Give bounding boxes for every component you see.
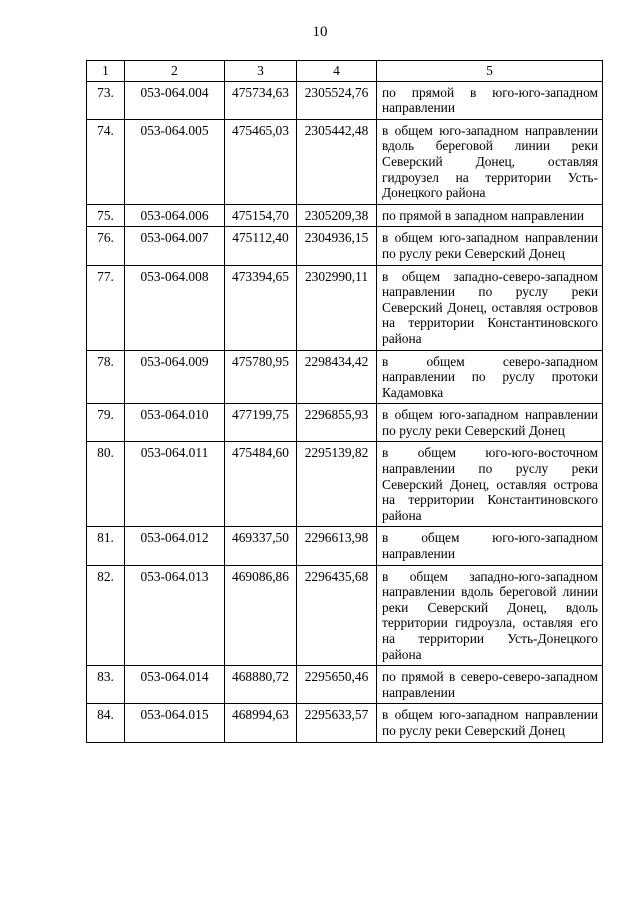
y-coordinate-cell: 2295650,46 (297, 666, 377, 704)
boundary-description-cell: в общем северо-западном направлении по руслу протоки Кадамовка (377, 350, 603, 404)
boundary-description-cell: по прямой в западном направлении (377, 204, 603, 227)
row-number-cell: 83. (87, 666, 125, 704)
table-row (87, 565, 603, 666)
point-code-cell: 053-064.004 (125, 81, 225, 119)
point-code-cell: 053-064.013 (125, 565, 225, 666)
boundary-table (86, 60, 603, 743)
table-row (87, 666, 603, 704)
x-coordinate-cell: 468880,72 (225, 666, 297, 704)
x-coordinate-cell: 475154,70 (225, 204, 297, 227)
table-row (87, 227, 603, 265)
point-code-cell: 053-064.005 (125, 119, 225, 204)
column-header-4: 4 (297, 61, 377, 82)
row-number-cell: 76. (87, 227, 125, 265)
y-coordinate-cell: 2302990,11 (297, 265, 377, 350)
x-coordinate-cell: 475734,63 (225, 81, 297, 119)
y-coordinate-cell: 2305209,38 (297, 204, 377, 227)
y-coordinate-cell: 2296855,93 (297, 404, 377, 442)
y-coordinate-cell: 2295633,57 (297, 704, 377, 742)
row-number-cell: 82. (87, 565, 125, 666)
row-number-cell: 79. (87, 404, 125, 442)
x-coordinate-cell: 473394,65 (225, 265, 297, 350)
point-code-cell: 053-064.008 (125, 265, 225, 350)
x-coordinate-cell: 475465,03 (225, 119, 297, 204)
y-coordinate-cell: 2304936,15 (297, 227, 377, 265)
point-code-cell: 053-064.009 (125, 350, 225, 404)
column-header-5: 5 (377, 61, 603, 82)
x-coordinate-cell: 475780,95 (225, 350, 297, 404)
row-number-cell: 78. (87, 350, 125, 404)
table-row (87, 204, 603, 227)
y-coordinate-cell: 2295139,82 (297, 442, 377, 527)
x-coordinate-cell: 477199,75 (225, 404, 297, 442)
y-coordinate-cell: 2296613,98 (297, 527, 377, 565)
boundary-description-cell: в общем юго-западном направлении по руслу реки Северский Донец (377, 404, 603, 442)
table-row (87, 81, 603, 119)
row-number-cell: 74. (87, 119, 125, 204)
x-coordinate-cell: 469337,50 (225, 527, 297, 565)
point-code-cell: 053-064.012 (125, 527, 225, 565)
boundary-description-cell: в общем юго-западном направлении вдоль береговой линии реки Северский Донец, оставляя гидроузел на территории Усть-Донецкого района (377, 119, 603, 204)
column-header-3: 3 (225, 61, 297, 82)
x-coordinate-cell: 468994,63 (225, 704, 297, 742)
y-coordinate-cell: 2305442,48 (297, 119, 377, 204)
table-header-row (87, 61, 603, 82)
x-coordinate-cell: 469086,86 (225, 565, 297, 666)
boundary-description-cell: в общем западно-северо-западном направлении по руслу реки Северский Донец, оставляя островов на территории Константиновского района (377, 265, 603, 350)
point-code-cell: 053-064.010 (125, 404, 225, 442)
boundary-description-cell: в общем юго-западном направлении по руслу реки Северский Донец (377, 704, 603, 742)
point-code-cell: 053-064.011 (125, 442, 225, 527)
boundary-description-cell: в общем западно-юго-западном направлении вдоль береговой линии реки Северский Донец, вдоль территории гидроузла, оставляя его на территории Усть-Донецкого района (377, 565, 603, 666)
y-coordinate-cell: 2298434,42 (297, 350, 377, 404)
row-number-cell: 81. (87, 527, 125, 565)
boundary-description-cell: в общем юго-юго-западном направлении (377, 527, 603, 565)
table-row (87, 527, 603, 565)
column-header-1: 1 (87, 61, 125, 82)
boundary-description-cell: в общем юго-западном направлении по руслу реки Северский Донец (377, 227, 603, 265)
table-row (87, 265, 603, 350)
row-number-cell: 84. (87, 704, 125, 742)
table-row (87, 404, 603, 442)
column-header-2: 2 (125, 61, 225, 82)
table-row (87, 442, 603, 527)
boundary-description-cell: в общем юго-юго-восточном направлении по руслу реки Северский Донец, оставляя острова на территории Константиновского района (377, 442, 603, 527)
point-code-cell: 053-064.014 (125, 666, 225, 704)
x-coordinate-cell: 475484,60 (225, 442, 297, 527)
x-coordinate-cell: 475112,40 (225, 227, 297, 265)
point-code-cell: 053-064.006 (125, 204, 225, 227)
row-number-cell: 73. (87, 81, 125, 119)
point-code-cell: 053-064.007 (125, 227, 225, 265)
y-coordinate-cell: 2296435,68 (297, 565, 377, 666)
table-row (87, 350, 603, 404)
boundary-description-cell: по прямой в юго-юго-западном направлении (377, 81, 603, 119)
row-number-cell: 80. (87, 442, 125, 527)
table-row (87, 704, 603, 742)
y-coordinate-cell: 2305524,76 (297, 81, 377, 119)
page-number: 10 (312, 24, 328, 40)
row-number-cell: 77. (87, 265, 125, 350)
point-code-cell: 053-064.015 (125, 704, 225, 742)
boundary-description-cell: по прямой в северо-северо-западном направлении (377, 666, 603, 704)
table-row (87, 119, 603, 204)
row-number-cell: 75. (87, 204, 125, 227)
